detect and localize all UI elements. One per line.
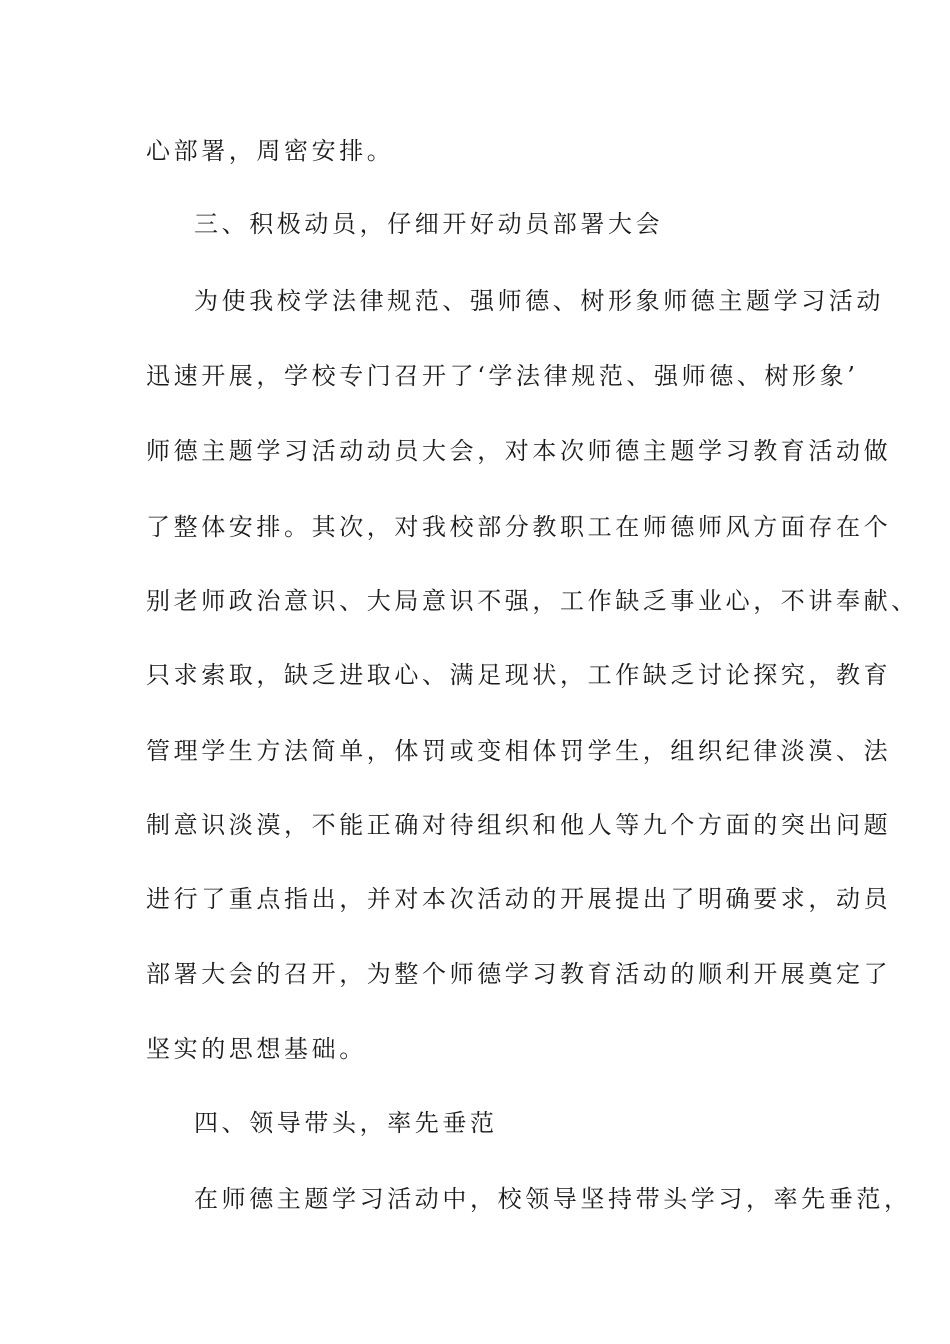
text-line: 为使我校学法律规范、强师德、树形象师德主题学习活动 xyxy=(194,287,884,315)
section-heading: 四、领导带头，率先垂范 xyxy=(194,1109,498,1137)
text-line: 进行了重点指出，并对本次活动的开展提出了明确要求，动员 xyxy=(146,885,892,913)
text-line: 了整体安排。其次，对我校部分教职工在师德师风方面存在个 xyxy=(146,513,892,541)
text-line: 心部署，周密安排。 xyxy=(146,137,395,165)
text-line: 在师德主题学习活动中，校领导坚持带头学习，率先垂范， xyxy=(194,1185,912,1213)
text-line: 师德主题学习活动动员大会，对本次师德主题学习教育活动做 xyxy=(146,437,892,465)
text-line: 坚实的思想基础。 xyxy=(146,1035,367,1063)
text-line: 迅速开展，学校专门召开了‘学法律规范、强师德、树形象’ xyxy=(146,362,859,390)
text-line: 只求索取，缺乏进取心、满足现状，工作缺乏讨论探究，教育 xyxy=(146,661,892,689)
text-line: 部署大会的召开，为整个师德学习教育活动的顺利开展奠定了 xyxy=(146,960,892,988)
section-heading: 三、积极动员，仔细开好动员部署大会 xyxy=(194,210,664,238)
text-line: 管理学生方法简单，体罚或变相体罚学生，组织纪律淡漠、法 xyxy=(146,737,892,765)
text-line: 制意识淡漠，不能正确对待组织和他人等九个方面的突出问题 xyxy=(146,811,892,839)
text-line: 别老师政治意识、大局意识不强，工作缺乏事业心，不讲奉献、 xyxy=(146,587,919,615)
